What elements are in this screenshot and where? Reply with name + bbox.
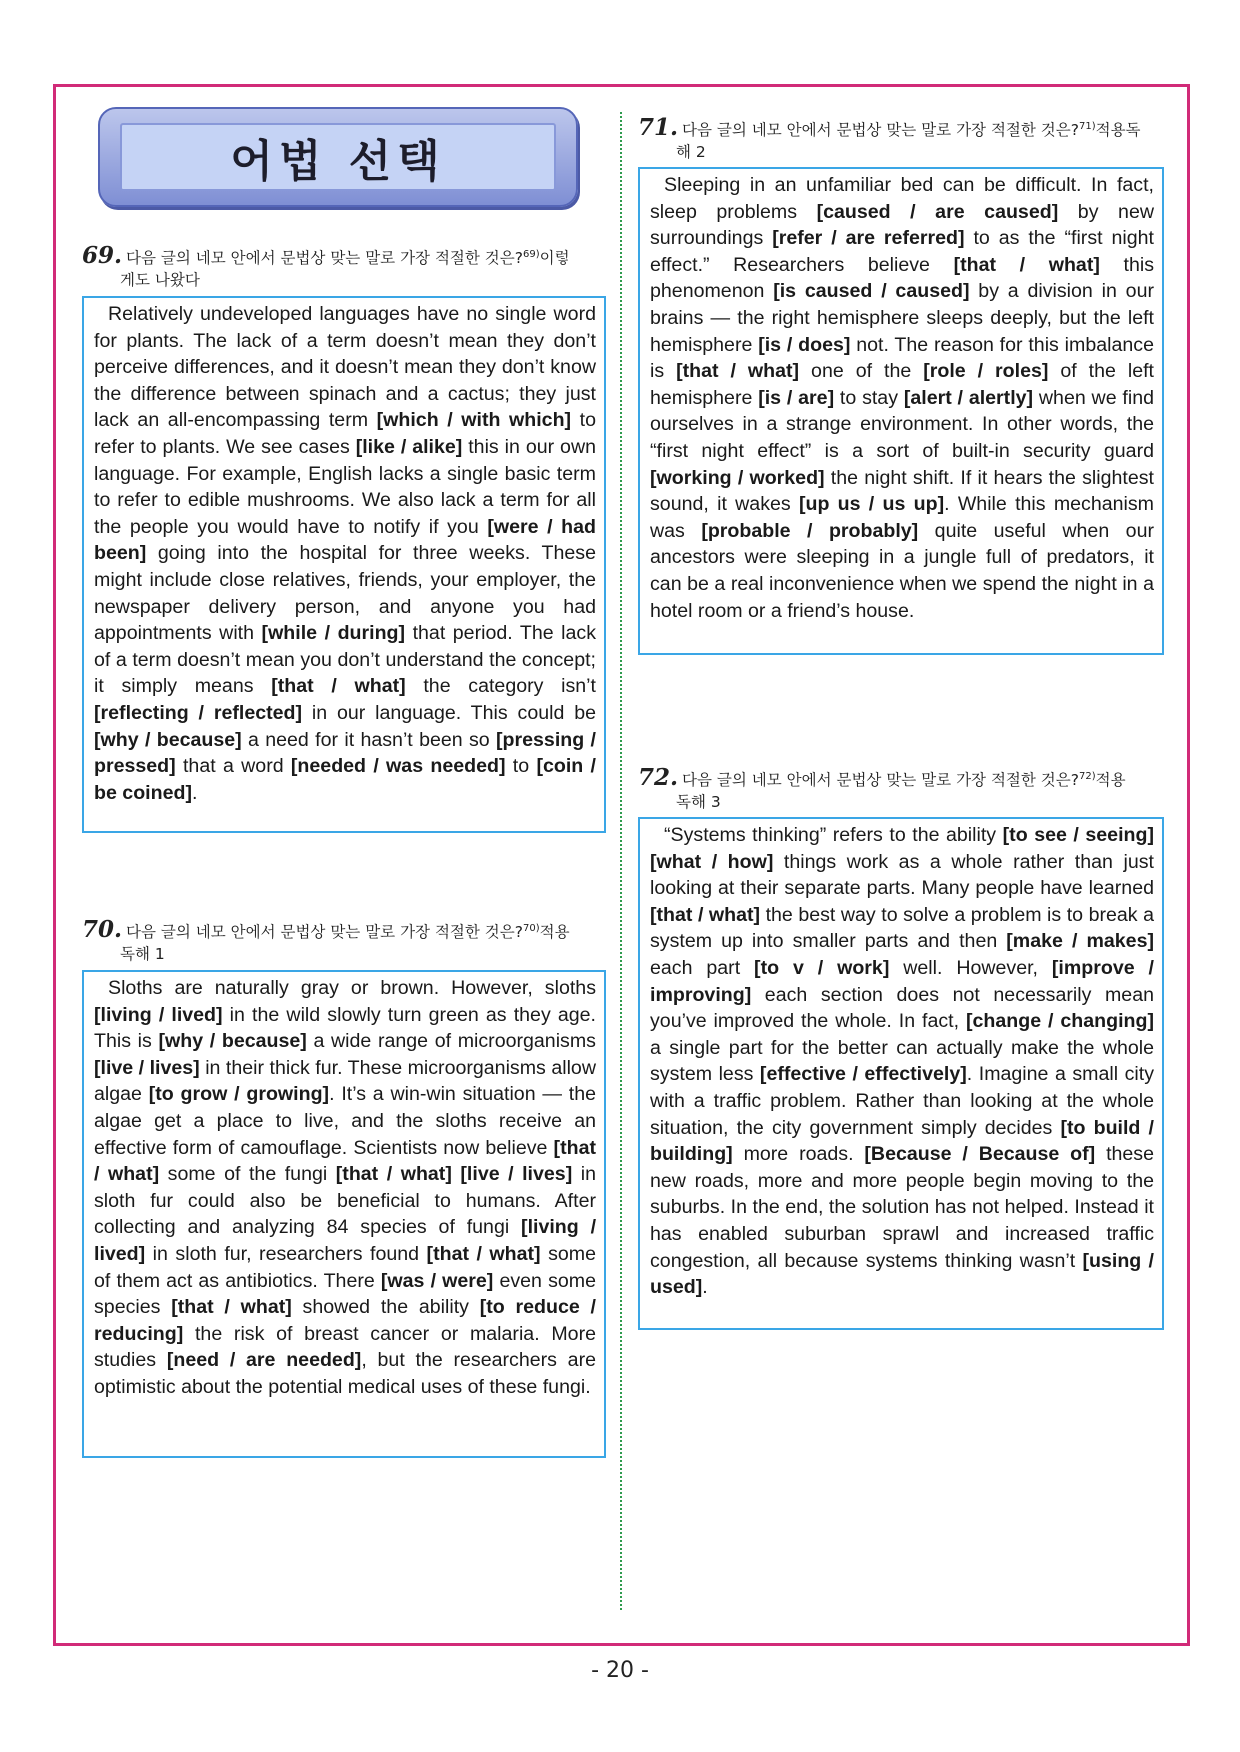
question-70-passage	[82, 970, 606, 1458]
grammar-choice: [live / lives]	[460, 1163, 573, 1186]
passage-segment: some of the fungi	[159, 1163, 336, 1186]
grammar-choice: [why / because]	[94, 728, 242, 751]
passage-segment: in sloth fur, researchers found	[145, 1242, 427, 1265]
question-prompt: 다음 글의 네모 안에서 문법상 맞는 말로 가장 적절한 것은?	[682, 121, 1079, 140]
passage-segment: Relatively undeveloped languages have no single word for plants. The lack of a term doesn’t mean they don’t perceive differences, and it doesn’t mean they don’t know the difference between spinach and a cactus; they just lack an all-encompassing term	[94, 303, 596, 432]
passage-segment: that period. The lack of a term doesn’t mean you don’t understand the concept; it simply means	[94, 622, 597, 698]
question-prompt: 다음 글의 네모 안에서 문법상 맞는 말로 가장 적절한 것은?	[682, 771, 1079, 790]
passage-segment: a single part for the better can actually make the whole system less	[650, 1036, 1154, 1086]
question-69-passage	[82, 296, 606, 833]
footnote-ref: 71)	[1078, 121, 1096, 132]
grammar-choice: [change / changing]	[965, 1010, 1154, 1033]
question-note: 적용독	[1095, 121, 1141, 140]
passage-segment: “Systems thinking” refers to the ability	[664, 824, 1003, 846]
passage-segment: in sloth fur could also be beneficial to humans. After collecting and analyzing 84 species of fungi	[94, 1163, 596, 1239]
grammar-choice: [need / are needed]	[166, 1349, 362, 1372]
passage-segment: . Imagine a small city with a traffic problem. Rather than looking at the whole situation, the city government simply decides	[650, 1063, 1154, 1139]
passage-segment: that a word	[175, 755, 291, 778]
passage-segment: going into the hospital for three weeks. These might include close relatives, friends, your employer, the newspaper delivery person, and anyone you had appointments with	[94, 542, 596, 645]
passage-segment: this phenomenon	[650, 253, 1154, 303]
footnote-ref: 70)	[522, 923, 540, 934]
grammar-choice: [up us / us up]	[798, 493, 945, 516]
grammar-choice: [that / what]	[335, 1163, 452, 1186]
question-note: 적용	[1095, 771, 1126, 790]
grammar-choice: [to reduce / reducing]	[94, 1296, 596, 1345]
question-71-passage	[638, 167, 1164, 655]
passage-segment: . While this mechanism was	[650, 493, 1154, 542]
passage-segment: the risk of breast cancer or malaria. More studies	[94, 1322, 596, 1372]
grammar-choice: [is / are]	[758, 386, 835, 409]
passage-segment: Sleeping in an unfamiliar bed can be difficult. In fact, sleep problems	[650, 174, 1154, 223]
passage-segment: more roads.	[732, 1143, 865, 1166]
section-title: 어법 선택	[230, 136, 446, 187]
passage-segment: quite useful when our ancestors were sleeping in a jungle full of predators, it can be a real inconvenience when we spend the night in a hotel room or a friend’s house.	[650, 519, 1154, 622]
question-72-passage	[638, 817, 1164, 1330]
question-prompt: 다음 글의 네모 안에서 문법상 맞는 말로 가장 적절한 것은?	[126, 923, 523, 942]
passage-segment: Sloths are naturally gray or brown. However, sloths	[108, 977, 596, 999]
passage-segment: .	[702, 1276, 708, 1299]
footnote-ref: 72)	[1078, 771, 1096, 782]
question-70-header	[82, 918, 602, 965]
grammar-choice: [is / does]	[758, 333, 851, 356]
passage-segment: well. However,	[889, 956, 1052, 979]
passage-segment: showed the ability	[291, 1296, 480, 1319]
grammar-choice: [to grow / growing]	[148, 1083, 330, 1106]
column-divider	[620, 112, 622, 1610]
passage-segment: by a division in our brains — the right hemisphere sleeps deeply, but the left hemisphere	[650, 280, 1155, 356]
question-note-line2: 게도 나왔다	[120, 271, 200, 290]
grammar-choice: [that / what]	[650, 903, 761, 926]
passage-segment: .	[191, 781, 198, 804]
passage-segment: in their thick fur. These microorganisms allow algae	[94, 1056, 596, 1106]
passage-segment: even some species	[94, 1269, 596, 1319]
grammar-choice: [working / worked]	[650, 466, 825, 489]
passage-segment: things work as a whole rather than just looking at their separate parts. Many people have learned	[650, 850, 1154, 900]
passage-segment: a need for it hasn’t been so	[241, 728, 497, 751]
question-69-header	[82, 244, 602, 291]
grammar-choice: [to build / building]	[650, 1116, 1154, 1166]
question-note-line2: 독해 3	[676, 793, 721, 812]
grammar-choice: [Because / Because of]	[864, 1143, 1096, 1166]
passage-segment: a wide range of microorganisms	[306, 1030, 596, 1053]
passage-segment: each part	[650, 956, 755, 979]
passage-segment: in our language. This could be	[302, 701, 597, 724]
passage-text	[650, 172, 1154, 624]
passage-segment: some of them act as antibiotics. There	[94, 1242, 597, 1292]
grammar-choice: [alert / alertly]	[903, 386, 1034, 409]
grammar-choice: [living / lived]	[94, 1003, 223, 1026]
passage-segment: by new surroundings	[650, 200, 1155, 250]
grammar-choice: [coin / be coined]	[94, 755, 596, 804]
grammar-choice: [to v / work]	[754, 956, 890, 979]
passage-segment: the category isn’t	[405, 675, 596, 698]
question-71-header	[638, 116, 1163, 163]
question-note-line2: 독해 1	[120, 945, 165, 964]
footnote-ref: 69)	[522, 249, 540, 260]
grammar-choice: [improve / improving]	[650, 956, 1154, 1006]
passage-segment: when we find ourselves in a strange environment. In other words, the “first night effect” is a sort of built-in security guard	[650, 386, 1155, 462]
question-note: 이렇	[539, 249, 570, 268]
grammar-choice: [that / what]	[171, 1296, 292, 1319]
section-title-banner	[98, 107, 578, 207]
grammar-choice: [that / what]	[271, 675, 406, 698]
question-note-line2: 해 2	[676, 143, 706, 162]
passage-segment: this in our own language. For example, English lacks a single basic term to refer to edible mushrooms. We also lack a term for all the people you would have to notify if you	[94, 435, 596, 538]
section-title-inner	[120, 123, 556, 191]
grammar-choice: [that / what]	[94, 1136, 596, 1186]
passage-segment: the night shift. If it hears the slightest sound, it wakes	[650, 466, 1154, 516]
passage-segment: each section does not necessarily mean you’ve improved the whole. In fact,	[650, 983, 1154, 1033]
grammar-choice: [why / because]	[158, 1030, 307, 1053]
grammar-choice: [to see / seeing]	[1002, 824, 1154, 846]
question-number: 69.	[82, 242, 123, 270]
grammar-choice: [needed / was needed]	[290, 755, 506, 778]
grammar-choice: [role / roles]	[923, 360, 1049, 383]
passage-segment: . It’s a win-win situation — the algae get a place to live, and the sloths receive an effective form of camouflage. Scientists now believe	[94, 1083, 596, 1159]
passage-segment: to as the “first night effect.” Researchers believe	[650, 227, 1154, 276]
question-number: 72.	[638, 764, 679, 792]
grammar-choice: [that / what]	[676, 360, 800, 383]
grammar-choice: [like / alike]	[355, 435, 463, 458]
passage-segment: , but the researchers are optimistic about the potential medical uses of these fungi.	[94, 1349, 597, 1398]
question-note: 적용	[539, 923, 570, 942]
question-prompt: 다음 글의 네모 안에서 문법상 맞는 말로 가장 적절한 것은?	[126, 249, 523, 268]
grammar-choice: [was / were]	[380, 1269, 494, 1292]
grammar-choice: [which / with which]	[376, 409, 572, 432]
grammar-choice: [effective / effectively]	[759, 1063, 967, 1086]
grammar-choice: [pressing / pressed]	[94, 728, 596, 778]
question-72-header	[638, 766, 1163, 813]
grammar-choice: [caused / are caused]	[816, 200, 1059, 223]
grammar-choice: [refer / are referred]	[772, 227, 965, 250]
passage-segment: not. The reason for this imbalance is	[650, 333, 1154, 383]
passage-segment: to refer to plants. We see cases	[94, 409, 596, 458]
passage-text	[94, 975, 596, 1401]
passage-segment: to stay	[834, 386, 904, 409]
grammar-choice: [live / lives]	[94, 1056, 200, 1079]
grammar-choice: [using / used]	[650, 1249, 1154, 1299]
grammar-choice: [living / lived]	[94, 1216, 597, 1265]
passage-segment: of the left hemisphere	[650, 360, 1155, 409]
grammar-choice: [probable / probably]	[701, 519, 919, 542]
grammar-choice: [what / how]	[650, 850, 774, 873]
grammar-choice: [reflecting / reflected]	[94, 701, 303, 724]
grammar-choice: [that / what]	[953, 253, 1100, 276]
question-number: 71.	[638, 114, 679, 142]
grammar-choice: [while / during]	[261, 622, 406, 645]
question-number: 70.	[82, 916, 123, 944]
grammar-choice: [is caused / caused]	[773, 280, 970, 303]
grammar-choice: [make / makes]	[1006, 930, 1154, 953]
passage-segment: one of the	[799, 360, 924, 383]
passage-segment: in the wild slowly turn green as they age. This is	[94, 1003, 596, 1053]
passage-text	[94, 301, 596, 806]
grammar-choice: [were / had been]	[94, 515, 596, 565]
passage-segment: these new roads, more and more people begin moving to the suburbs. In the end, the solution has not helped. Instead it has enabled suburban sprawl and increased traffic congestion, all because systems thinking wasn’t	[650, 1143, 1154, 1272]
passage-segment: the best way to solve a problem is to break a system up into smaller parts and then	[650, 903, 1154, 953]
passage-segment: to	[505, 755, 537, 778]
grammar-choice: [that / what]	[426, 1242, 541, 1265]
page-number: - 20 -	[591, 1658, 649, 1683]
passage-text	[650, 822, 1154, 1301]
